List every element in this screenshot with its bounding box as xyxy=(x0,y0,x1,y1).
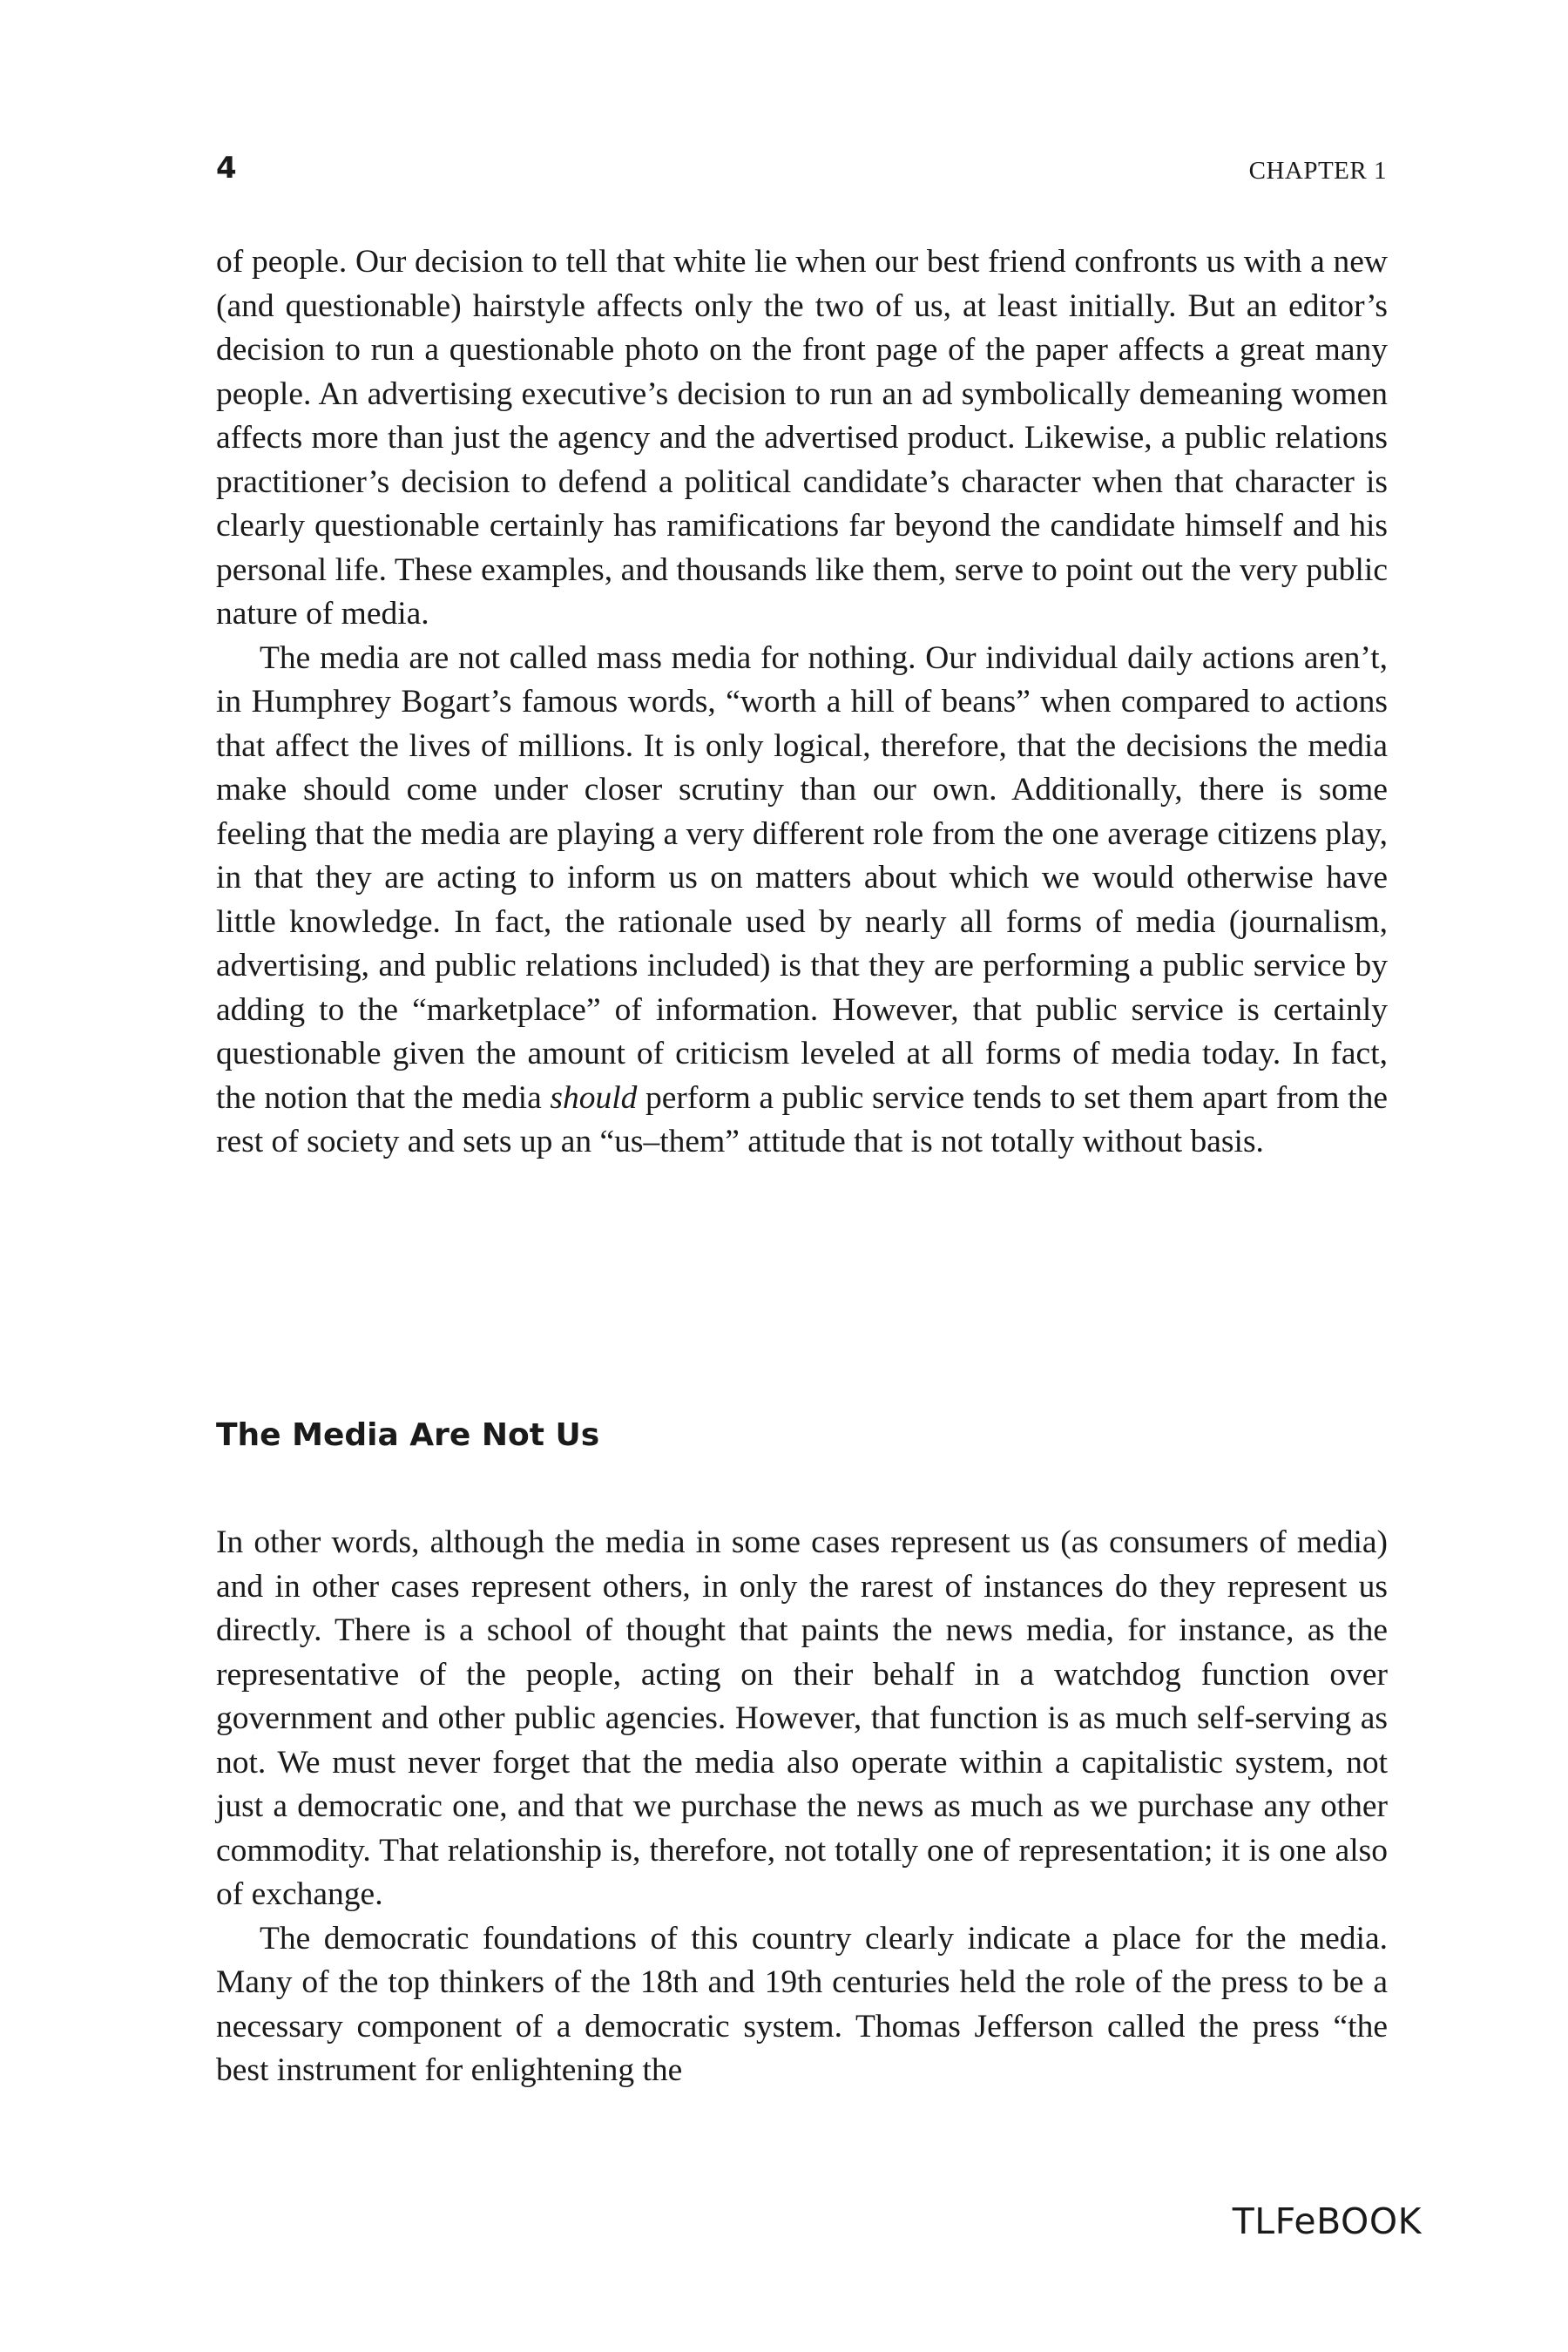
section-heading: The Media Are Not Us xyxy=(216,1417,600,1453)
page-number: 4 xyxy=(216,151,237,186)
paragraph-3: In other words, although the media in some cases represent us (as consumers of media) and in other cases represent others, in only the rarest of instances do they represent us directly. There is a school of thought that paints the news media, for instance, as the representative of the people, acting on their behalf in a watchdog function over government and other public agencies. However, that function is as much self-serving as not. We must never forget that the media also operate within a capitalistic system, not just a democratic one, and that we purchase the news as much as we purchase any other commodity. That relationship is, therefore, not totally one of representation; it is one also of exchange. xyxy=(216,1524,1388,1912)
watermark: TLFeBOOK xyxy=(1232,2200,1422,2242)
paragraph-1: of people. Our decision to tell that white lie when our best friend confronts us with a new (and questionable) hairstyle affects only the two of us, at least initially. But an editor’s decision to run a questionable photo on the front page of the paper affects a great many people. An advertising executive’s decision to run an ad symbolically demeaning women affects more than just the agency and the advertised product. Likewise, a public relations practitioner’s decision to defend a political candidate’s character when that character is clearly questionable certainly has ramifications far beyond the candidate himself and his personal life. These examples, and thousands like them, serve to point out the very public nature of media. xyxy=(216,244,1388,632)
emphasis-should: should xyxy=(550,1079,638,1116)
section-2-text xyxy=(216,1521,1388,2093)
running-head: CHAPTER 1 xyxy=(1248,157,1387,185)
paragraph-4: The democratic foundations of this country clearly indicate a place for the media. Many of the top thinkers of the 18th and 19th centuries held the role of the press to be a necessary component of a democratic system. Thomas Jefferson called the press “the best instrument for enlightening the xyxy=(216,1920,1388,2088)
section-1-text xyxy=(216,240,1388,1165)
paragraph-2-text-after: perform a public service tends to set them apart from the rest of society and sets up an “us–them” attitude that is not totally without basis. xyxy=(216,1079,1388,1159)
paragraph-2-text-before: The media are not called mass media for nothing. Our individual daily actions aren’t, in Humphrey Bogart’s famous words, “worth a hill of beans” when compared to actions that affect the lives of millions. It is only logical, therefore, that the decisions the media make should come under closer scrutiny than our own. Additionally, there is some feeling that the media are playing a very different role from the one average citizens play, in that they are acting to inform us on matters about which we would otherwise have little knowledge. In fact, the rationale used by nearly all forms of media (journalism, advertising, and public relations included) is that they are performing a public service by adding to the “marketplace” of information. However, that public service is certainly questionable given the amount of criticism leveled at all forms of media today. In fact, the notion that the media xyxy=(216,639,1388,1116)
paragraph-2 xyxy=(216,637,1388,1165)
